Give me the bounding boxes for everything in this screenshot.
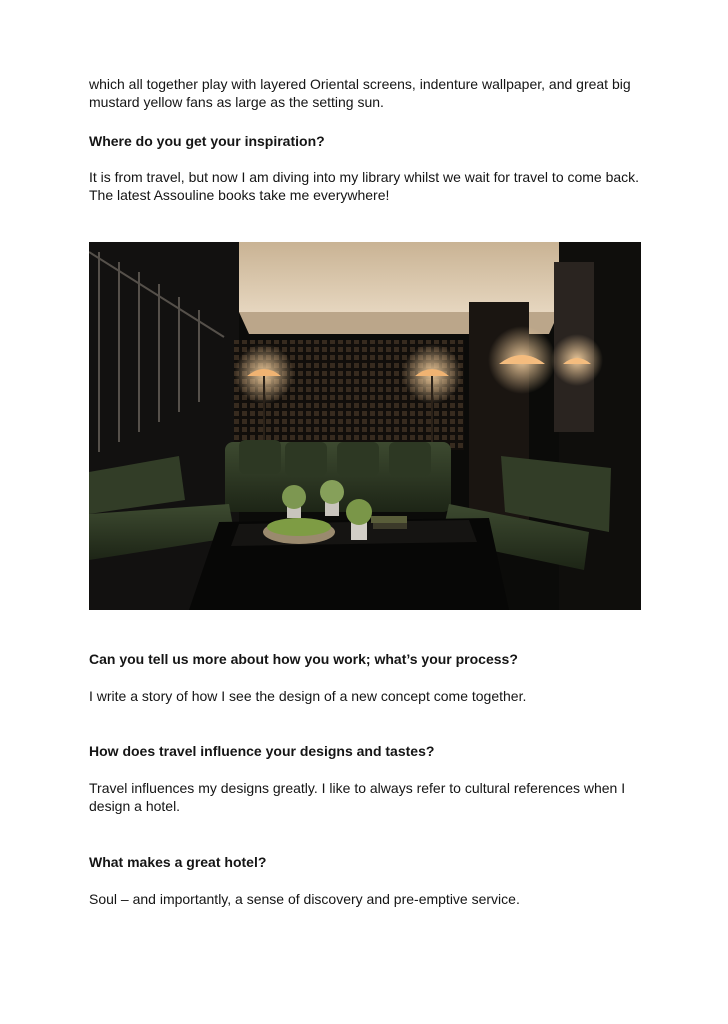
intro-paragraph: which all together play with layered Oriental screens, indenture wallpaper, and great big mustard yellow fans as large as the setting sun.	[89, 76, 631, 110]
answer-inspiration: It is from travel, but now I am diving into my library whilst we wait for travel to come back. The latest Assouline books take me everywhere!	[89, 169, 640, 203]
question-process: Can you tell us more about how you work; what’s your process?	[89, 651, 518, 667]
answer-great-hotel: Soul – and importantly, a sense of discovery and pre-emptive service.	[89, 891, 520, 907]
question-travel: How does travel influence your designs and tastes?	[89, 743, 435, 759]
answer-travel: Travel influences my designs greatly. I like to always refer to cultural references when I design a hotel.	[89, 780, 626, 814]
question-great-hotel: What makes a great hotel?	[89, 854, 267, 870]
answer-process: I write a story of how I see the design of a new concept come together.	[89, 688, 527, 704]
question-inspiration: Where do you get your inspiration?	[89, 133, 325, 149]
lounge-photo	[89, 242, 641, 610]
